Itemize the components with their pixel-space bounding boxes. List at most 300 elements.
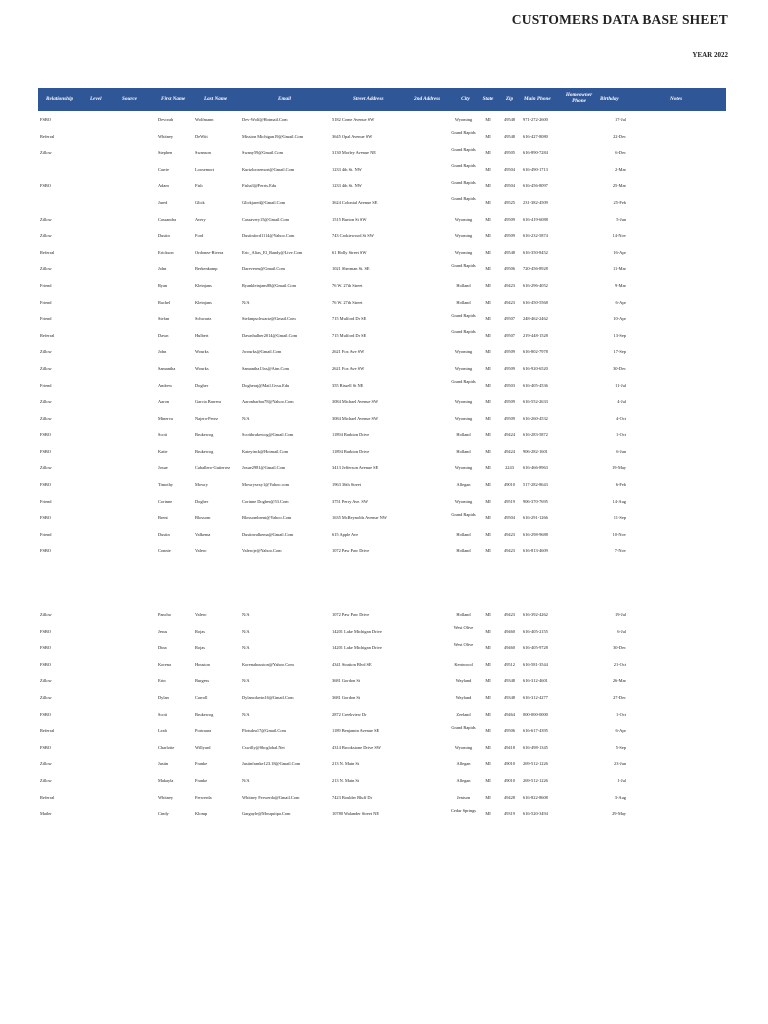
table-row (38, 772, 726, 789)
cell-relationship: FSBO (40, 183, 51, 189)
cell-last-name: Franke (195, 761, 208, 767)
cell-street-address: 615 Apple Ave (332, 531, 359, 537)
cell-main-phone: 269-512-1226 (523, 761, 548, 767)
cell-city: Allegan (456, 777, 471, 783)
cell-main-phone: 906-282-1601 (523, 448, 548, 454)
cell-city: Wyoming (454, 498, 473, 504)
cell-relationship: FSBO (40, 711, 51, 717)
header-last-name: Last Name (204, 96, 228, 102)
cell-zip: 49424 (504, 448, 515, 454)
table-row (38, 689, 726, 706)
table-row (38, 343, 726, 360)
cell-zip: 49423 (504, 282, 515, 288)
cell-zip: 49525 (504, 199, 515, 205)
cell-city: Grand Rapids (451, 179, 476, 185)
cell-zip: 49506 (504, 266, 515, 272)
cell-state: MI (485, 199, 491, 205)
cell-street-address: 11894 Barkton Drive (332, 448, 370, 454)
cell-first-name: Scott (158, 432, 168, 438)
cell-birthday: 19-Jul (615, 612, 626, 618)
cell-main-phone: 616-456-8097 (523, 183, 548, 189)
table-row (38, 542, 726, 559)
cell-city: Holland (456, 548, 471, 554)
cell-email: N/A (242, 415, 250, 421)
cell-main-phone: 616-813-4609 (523, 548, 548, 554)
cell-relationship: Zillow (40, 695, 52, 700)
cell-birthday: 9-Mar (615, 282, 626, 288)
cell-street-address: 14201 Lake Michigan Drive (332, 645, 382, 651)
cell-main-phone: 616-405-2155 (523, 628, 548, 634)
cell-last-name: Kleinjans (195, 299, 212, 305)
cell-last-name: Caballero-Gutierrez (195, 465, 231, 471)
cell-street-address: 4314 Brookstone Drive SW (332, 744, 381, 750)
cell-street-address: 11894 Barkton Drive (332, 432, 370, 438)
header-2nd-address: 2nd Address (414, 96, 441, 102)
cell-state: MI (485, 299, 491, 305)
cell-last-name: Rojas (195, 645, 206, 651)
cell-birthday: 14-Aug (612, 498, 626, 504)
table-row (38, 393, 726, 410)
cell-state: MI (485, 266, 491, 272)
cell-birthday: 27-Dec (613, 695, 626, 700)
cell-first-name: Dustin (158, 531, 170, 537)
cell-city: Grand Rapids (451, 511, 476, 517)
header-relationship: Relationship (46, 96, 74, 102)
cell-relationship: Friend (40, 299, 52, 305)
cell-birthday: 3-Aug (614, 794, 626, 800)
cell-main-phone: 616-427-8080 (523, 133, 548, 139)
cell-email: Dogheraj@Mail.Gvsu.Edu (242, 382, 290, 388)
cell-street-address: 3645 Opal Avenue SW (332, 133, 373, 139)
cell-birthday: 30-Dec (613, 365, 626, 371)
cell-zip: 49504 (504, 166, 515, 172)
cell-street-address: 3413 Jefferson Avenue SE (332, 465, 379, 471)
table-row (38, 509, 726, 526)
cell-main-phone: 616-552-2633 (523, 399, 548, 405)
cell-main-phone: 517-282-8643 (523, 482, 548, 488)
table-row (38, 722, 726, 739)
table-row (38, 606, 726, 623)
cell-zip: 49319 (504, 811, 515, 817)
cell-birthday: 1-Oct (616, 711, 626, 717)
cell-last-name: Ford (195, 233, 204, 239)
cell-relationship: FSBO (40, 548, 51, 554)
table-row (38, 623, 726, 640)
cell-birthday: 4-Oct (616, 415, 626, 421)
cell-state: MI (485, 249, 491, 255)
cell-relationship: Zillow (40, 150, 52, 156)
cell-email: Korenahouston@Yahoo.Com (242, 661, 294, 667)
cell-city: Holland (456, 448, 471, 454)
cell-first-name: Makayla (158, 777, 174, 783)
header-notes: Notes (670, 96, 683, 102)
cell-street-address: 76 W. 27th Street (332, 299, 363, 305)
cell-city: West Olive (453, 625, 474, 631)
cell-first-name: Pancho (158, 612, 171, 618)
cell-relationship: Referral (40, 728, 55, 734)
cell-street-address: 1072 Paw Paw Drive (332, 612, 370, 618)
cell-birthday: 21-Oct (613, 661, 626, 667)
cell-city: Zeeland (456, 711, 471, 717)
cell-email: N/A (242, 645, 250, 651)
cell-birthday: 2-Mar (615, 166, 626, 172)
customer-table (38, 88, 726, 822)
cell-main-phone: 616-291-1266 (523, 515, 548, 521)
table-row (38, 739, 726, 756)
cell-first-name: Dawn (158, 332, 169, 338)
cell-state: MI (485, 216, 491, 222)
cell-birthday: 6-Jun (616, 448, 626, 454)
cell-zip: 49348 (504, 678, 515, 684)
cell-city: Wyoming (454, 249, 473, 255)
cell-street-address: 1233 4th St. NW (332, 183, 362, 189)
cell-first-name: Stephen (158, 150, 173, 156)
sheet-year: YEAR 2022 (692, 51, 728, 59)
cell-relationship: Referral (40, 249, 55, 255)
cell-first-name: Andrew (158, 382, 173, 388)
cell-last-name: Franke (195, 777, 208, 783)
table-row (38, 128, 726, 145)
cell-street-address: 10780 Walander Street NE (332, 811, 379, 817)
cell-first-name: John (158, 349, 167, 355)
cell-first-name: Whitney (158, 794, 174, 800)
cell-street-address: 3084 Michael Avenue SW (332, 415, 379, 421)
cell-email: Dylancdavin16@Gmail.Com (242, 695, 294, 700)
table-row (38, 789, 726, 806)
cell-birthday: 25-Feb (613, 199, 626, 205)
cell-city: Wyoming (454, 415, 473, 421)
cell-relationship: Referral (40, 794, 55, 800)
cell-birthday: 5-Jun (616, 216, 626, 222)
cell-email: Glickjared@Gmail.Com (242, 199, 286, 205)
table-row (38, 639, 726, 656)
cell-first-name: Jared (158, 199, 168, 205)
cell-email: N/A (242, 299, 250, 305)
cell-city: Wyoming (454, 465, 473, 471)
cell-email: Fisha3@Ferris.Edu (242, 183, 277, 189)
cell-relationship: FSBO (40, 628, 51, 634)
cell-zip: 49548 (504, 249, 515, 255)
cell-relationship: Zillow (40, 777, 52, 783)
cell-email: Darevereu@Gmail.Com (242, 266, 285, 272)
header-homeowner-phone: Homeowner Phone (565, 92, 593, 104)
table-row (38, 260, 726, 277)
cell-state: MI (485, 382, 491, 388)
cell-first-name: Dylan (158, 695, 169, 700)
cell-street-address: 3681 Gordon St (332, 678, 361, 684)
cell-zip: 49506 (504, 728, 515, 734)
cell-relationship: Friend (40, 382, 52, 388)
cell-birthday: 4-Jul (617, 399, 626, 405)
table-row (38, 410, 726, 427)
cell-last-name: Valero (195, 612, 207, 618)
cell-email: N/A (242, 678, 250, 684)
cell-main-phone: 616-260-4532 (523, 415, 548, 421)
cell-state: MI (485, 150, 491, 156)
cell-relationship: FSBO (40, 432, 51, 438)
cell-city: Wayland (455, 678, 472, 684)
cell-relationship: Zillow (40, 233, 52, 239)
cell-main-phone: 616-450-5568 (523, 299, 548, 305)
cell-birthday: 7-Nov (614, 548, 626, 554)
cell-main-phone: 616-283-5872 (523, 432, 548, 438)
cell-main-phone: 616-802-7978 (523, 349, 548, 355)
cell-birthday: 26-Mar (612, 678, 626, 684)
cell-birthday: 23-Jun (614, 761, 626, 767)
cell-city: Grand Rapids (451, 163, 476, 169)
cell-state: MI (485, 432, 491, 438)
cell-last-name: Blossom (195, 515, 211, 521)
cell-last-name: Najera-Perez (195, 415, 218, 421)
cell-state: MI (485, 316, 491, 322)
cell-state: MI (485, 133, 491, 139)
header-level: Level (90, 96, 102, 102)
cell-street-address: 1963 36th Street (332, 482, 362, 488)
cell-city: Grand Rapids (451, 379, 476, 384)
cell-zip: 49503 (504, 382, 515, 388)
cell-first-name: Jesus (158, 628, 168, 634)
cell-last-name: Rojas (195, 628, 206, 634)
cell-email: Dev-Wolf@Hotmail.Com (242, 117, 288, 122)
header-first-name: First Name (161, 96, 186, 102)
cell-last-name: Brukewog (195, 432, 214, 438)
cell-zip: 49509 (504, 216, 515, 222)
cell-last-name: Brukewog (195, 448, 214, 454)
cell-email: Valeroje@Yahoo.Com (242, 548, 282, 554)
header-city: City (461, 96, 470, 102)
cell-relationship: FSBO (40, 645, 51, 651)
cell-state: MI (485, 761, 491, 767)
cell-street-address: 715 Mulford Dr SE (332, 332, 367, 338)
cell-first-name: Josue (158, 465, 168, 471)
cell-state: MI (485, 628, 491, 634)
cell-street-address: 715 Mulford Dr SE (332, 316, 367, 322)
header-birthday: Birthday (600, 96, 619, 102)
header-email: Email (278, 96, 291, 102)
cell-city: West Olive (453, 641, 474, 647)
cell-relationship: Zillow (40, 349, 52, 355)
cell-birthday: 11-Jul (615, 382, 626, 388)
cell-main-phone: 616-350-8452 (523, 249, 548, 255)
table-row (38, 277, 726, 294)
cell-main-phone: 616-520-3494 (523, 811, 548, 817)
cell-zip: 49010 (504, 761, 515, 767)
cell-main-phone: 616-312-4601 (523, 678, 548, 684)
cell-zip: 49507 (504, 332, 515, 338)
cell-zip: 49460 (504, 628, 515, 634)
cell-last-name: Hulbert (195, 332, 209, 338)
cell-state: MI (485, 117, 491, 122)
cell-relationship: Zillow (40, 365, 52, 371)
cell-email: N/A (242, 711, 250, 717)
cell-street-address: 213 N. Main St (332, 777, 360, 783)
cell-main-phone: 616-405-9728 (523, 645, 548, 651)
cell-city: Kentwood (454, 661, 473, 667)
cell-email: Whitney Ferwerda@Gmail.Com (242, 794, 300, 800)
cell-city: Jenison (456, 794, 471, 800)
cell-state: MI (485, 482, 491, 488)
cell-street-address: 2872 Creekview Dr (332, 711, 367, 717)
cell-first-name: Dina (158, 645, 167, 651)
cell-main-phone: 248-462-2462 (523, 316, 548, 322)
cell-zip: 2243 (505, 465, 514, 471)
cell-main-phone: 906-370-7695 (523, 498, 548, 504)
cell-last-name: Carroll (195, 695, 208, 700)
cell-email: Gargayle@Mosquitpa.Com (242, 811, 291, 817)
cell-last-name: Swanson (195, 150, 211, 156)
cell-first-name: Leah (158, 728, 167, 734)
cell-main-phone: 616-498-1345 (523, 744, 548, 750)
cell-city: Wyoming (454, 399, 473, 405)
table-row (38, 805, 726, 822)
cell-city: Grand Rapids (451, 196, 476, 202)
cell-city: Holland (456, 432, 471, 438)
header-main-phone: Main Phone (524, 96, 551, 102)
table-body-2 (38, 606, 726, 822)
cell-street-address: 1233 4th St. NW (332, 166, 362, 172)
cell-last-name: Burgess (195, 678, 210, 684)
cell-first-name: Timothy (158, 482, 173, 488)
cell-birthday: 6-Jul (617, 628, 626, 634)
table-row (38, 360, 726, 377)
cell-state: MI (485, 811, 491, 817)
cell-first-name: Carrie (158, 166, 169, 172)
table-row (38, 144, 726, 161)
cell-state: MI (485, 233, 491, 239)
cell-zip: 49423 (504, 612, 515, 618)
cell-street-address: 3624 Colonial Avenue SE (332, 199, 378, 205)
cell-street-address: 3751 Perry Ave. SW (332, 498, 369, 504)
cell-relationship: Mailer (40, 811, 52, 817)
cell-relationship: Friend (40, 316, 52, 322)
cell-birthday: 19-May (612, 465, 626, 471)
cell-street-address: 743 Crokiewood St SW (332, 233, 374, 239)
table-header (38, 88, 726, 111)
cell-last-name: Ferwerda (195, 794, 212, 800)
cell-main-phone: 616-232-5874 (523, 233, 548, 239)
cell-email: Samantha13xs@Aim.Com (242, 365, 290, 371)
table-row (38, 755, 726, 772)
cell-birthday: 17-Sep (613, 349, 626, 355)
table-row (38, 706, 726, 723)
header-state: State (482, 96, 494, 102)
cell-email: Kateyinck@Hotmail.Com (242, 448, 289, 454)
cell-state: MI (485, 794, 491, 800)
cell-street-address: 1072 Paw Paw Drive (332, 548, 370, 554)
cell-birthday: 22-Dec (613, 133, 626, 139)
cell-last-name: Wourks (195, 365, 209, 371)
cell-last-name: Mowry (195, 482, 208, 488)
cell-email: Corinne Dogher@53.Com (242, 498, 289, 504)
cell-zip: 49509 (504, 415, 515, 421)
cell-zip: 49504 (504, 515, 515, 521)
cell-birthday: 14-Nov (612, 233, 626, 239)
cell-street-address: 1635 McReynolds Avenue NW (332, 515, 387, 521)
cell-relationship: Referral (40, 133, 55, 139)
cell-street-address: 1515 Burton St SW (332, 216, 367, 222)
cell-last-name: Brukewog (195, 711, 214, 717)
cell-first-name: Dustin (158, 233, 170, 239)
cell-email: N/A (242, 612, 250, 618)
cell-state: MI (485, 349, 491, 355)
cell-zip: 49509 (504, 349, 515, 355)
cell-relationship: Zillow (40, 761, 52, 767)
cell-state: MI (485, 515, 491, 521)
cell-first-name: Devorah (158, 117, 174, 122)
cell-main-phone: 616-920-6520 (523, 365, 548, 371)
cell-street-address: 1021 Sherman St. SE (332, 266, 370, 272)
table-row (38, 177, 726, 194)
cell-email: Plotsdea17@Gmail.Com (242, 728, 286, 734)
table-row (38, 227, 726, 244)
cell-relationship: Zillow (40, 415, 52, 421)
cell-zip: 49519 (504, 498, 515, 504)
cell-zip: 49423 (504, 531, 515, 537)
cell-relationship: Zillow (40, 266, 52, 272)
cell-zip: 49464 (504, 711, 515, 717)
cell-state: MI (485, 711, 491, 717)
cell-main-phone: 219-448-1528 (523, 332, 548, 338)
cell-city: Grand Rapids (451, 329, 476, 335)
header-zip: Zip (505, 96, 514, 102)
cell-relationship: FSBO (40, 448, 51, 454)
cell-street-address: 2621 Fox Ave SW (332, 365, 365, 371)
cell-email: Cassavery15@Gmail.Com (242, 216, 290, 222)
cell-last-name: Berkenkamp (195, 266, 218, 272)
cell-relationship: Zillow (40, 216, 52, 222)
cell-birthday: 5-Sep (615, 744, 626, 750)
cell-last-name: Houston (195, 661, 210, 667)
cell-main-phone: 269-512-1226 (523, 777, 548, 783)
cell-city: Wayland (455, 695, 472, 700)
cell-first-name: Stefan (158, 316, 170, 322)
cell-last-name: Loosemort (195, 166, 215, 172)
cell-city: Wyoming (454, 349, 473, 355)
cell-state: MI (485, 645, 491, 651)
cell-street-address: 7423 Boulder Bluff Dr (332, 794, 373, 800)
cell-last-name: Avery (195, 216, 206, 222)
table-row (38, 377, 726, 394)
cell-city: Grand Rapids (451, 724, 476, 730)
table-row (38, 294, 726, 311)
cell-city: Grand Rapids (451, 262, 476, 268)
table-gap (38, 559, 726, 606)
cell-birthday: 10-Nov (612, 531, 626, 537)
cell-first-name: Erickson (158, 249, 174, 255)
cell-state: MI (485, 678, 491, 684)
cell-last-name: Wourks (195, 349, 209, 355)
cell-birthday: 11-Mar (612, 266, 626, 272)
cell-main-phone: 616-581-3544 (523, 661, 548, 667)
cell-email: Eric_Alias_El_Randy@Live.Com (242, 249, 303, 255)
cell-last-name: Willyard (195, 744, 211, 750)
cell-city: Allegan (456, 482, 471, 488)
cell-email: Stefanpschwartz@Gmail.Com (242, 316, 296, 322)
cell-state: MI (485, 531, 491, 537)
cell-email: Aaronbarbar78@Yahoo.Com (242, 399, 294, 405)
cell-main-phone: 616-392-4262 (523, 612, 548, 618)
cell-street-address: 213 N. Main St (332, 761, 360, 767)
cell-street-address: 2621 Fox Ave SW (332, 349, 365, 355)
table-row (38, 244, 726, 261)
cell-relationship: FSBO (40, 482, 51, 488)
cell-relationship: Zillow (40, 399, 52, 405)
cell-relationship: Zillow (40, 465, 52, 471)
cell-relationship: Friend (40, 531, 52, 537)
cell-main-phone: 720-456-8928 (523, 266, 548, 272)
cell-state: MI (485, 744, 491, 750)
cell-relationship: Friend (40, 498, 52, 504)
